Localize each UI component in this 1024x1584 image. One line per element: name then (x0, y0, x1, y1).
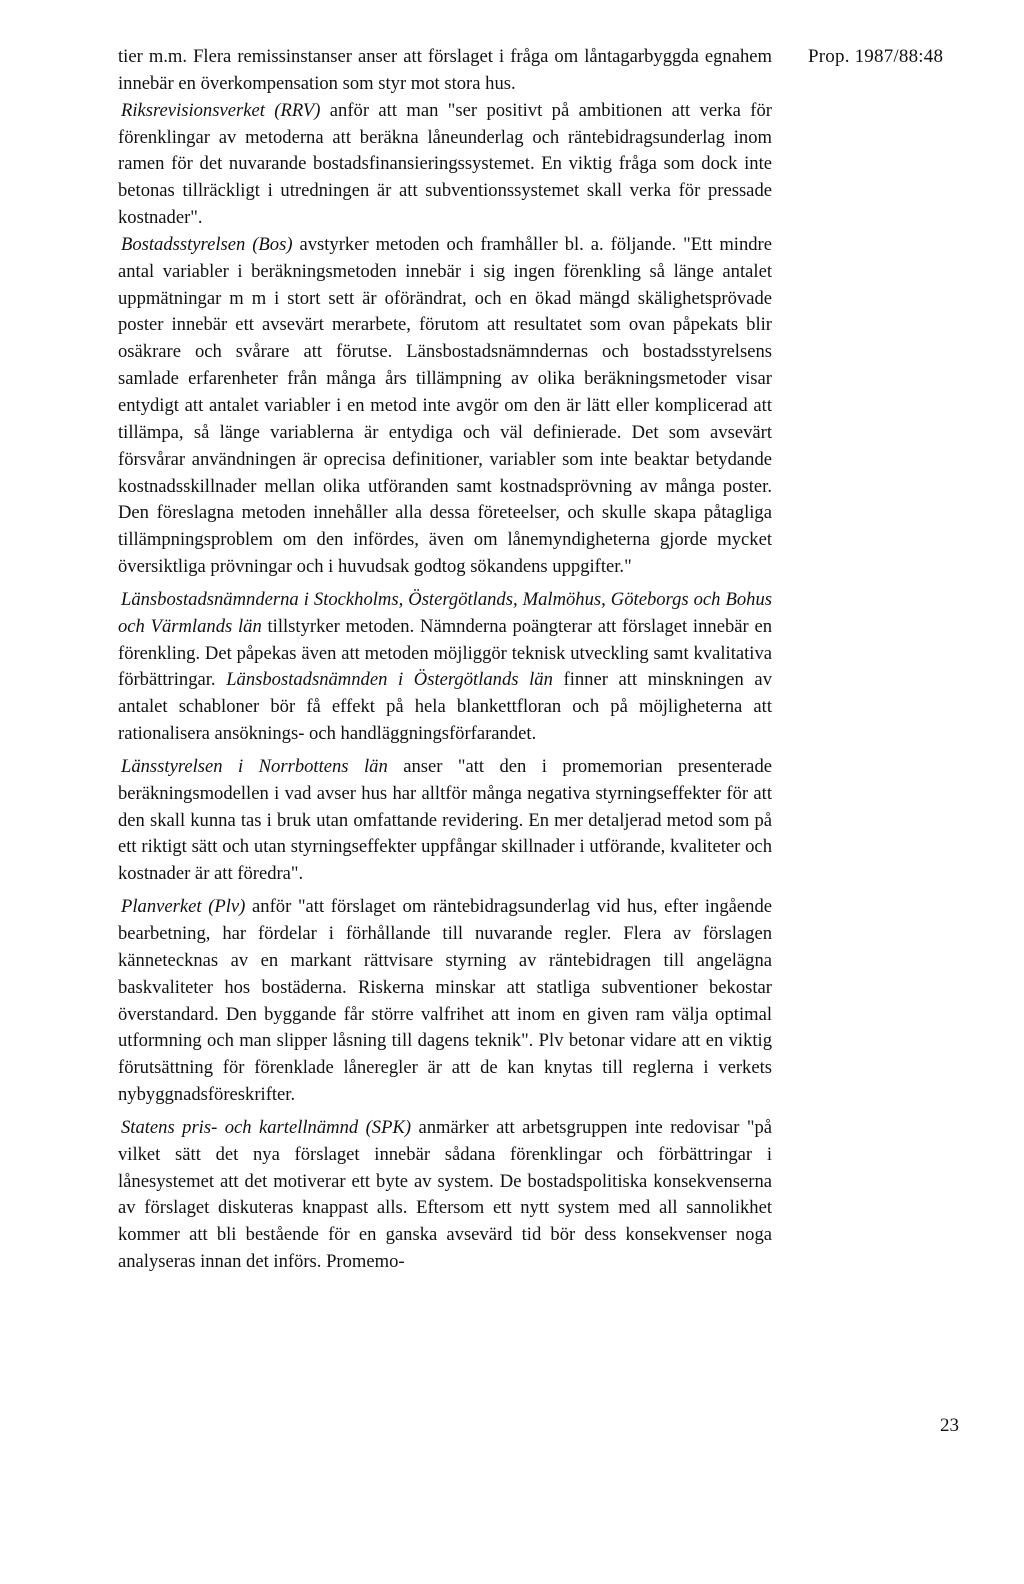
paragraph-planverket (118, 894, 772, 1109)
paragraph-text: anser "att den i promemorian presenterade beräkningsmodellen i vad avser hus har alltför många negativa styrningseffekter för att den skall kunna tas i bruk utan omfattande revidering. En mer detaljerad metod som på ett riktigt sätt och utan styrningseffekter uppfångar skillnader i utförande, kvaliteter och kostnader är att föredra". (118, 755, 772, 885)
paragraph-text: anför "att förslaget om räntebidragsunderlag vid hus, efter ingående bearbetning, har fördelar i förhållande till nuvarande regler. Flera av förslagen kännetecknas av en markant rättvisare styrning av räntebidragen till angelägna baskvaliteter hos bostäderna. Riskerna minskar att statliga subventioner bekostar överstandard. Den byggande får större valfrihet att inom en given ram välja optimal utformning och man slipper låsning till dagens teknik". Plv betonar vidare att en viktig förutsättning för förenklade låneregler är att de kan knytas till reglerna i verkets nybyggnadsföreskrifter. (118, 896, 773, 1106)
organization-name: Länsstyrelsen i Norrbottens län (121, 755, 388, 777)
paragraph-text: finner att minskningen av antalet schabloner bör få effekt på hela blankettfloran och på möjligheterna att rationalisera ansöknings- och handläggningsförfarandet. (118, 669, 772, 745)
organization-name: Riksrevisionsverket (RRV) (121, 99, 321, 121)
paragraph-norrbotten (118, 754, 772, 888)
paragraph-text: tillstyrker metoden. Nämnderna poängterar att förslaget innebär en förenkling. Det påpekas även att metoden möjliggör teknisk utveckling samt kvalitativa förbättringar. (118, 615, 772, 691)
paragraph-lansbostadsnamnderna (118, 587, 772, 748)
organization-name: Planverket (Plv) (121, 896, 246, 918)
paragraph-rrv (118, 98, 772, 232)
organization-name: Statens pris- och kartellnämnd (SPK) (121, 1116, 412, 1138)
paragraph-text: anför att man "ser positivt på ambitionen att verka för förenklingar av metoderna att beräkna låneunderlag och räntebidragsunderlag inom ramen för det nuvarande bostadsfinansieringssystemet. En viktig fråga som dock inte betonas tillräckligt i utredningen är att subventionssystemet skall verka för pressade kostnader". (118, 99, 772, 229)
page-number: 23 (940, 1415, 959, 1436)
paragraph-text: anmärker att arbetsgruppen inte redovisar "på vilket sätt det nya förslaget innebär sådana förenklingar och förbättringar i lånesystemet att det motiverar ett byte av system. De bostadspolitiska konsekvenserna av förslaget diskuteras knappast alls. Eftersom ett nytt system med all sannolikhet kommer att bli bestående för en ganska avsevärd tid bör dess konsekvenser noga analyseras innan det införs. Promemo- (118, 1116, 773, 1273)
paragraph-spk (118, 1115, 772, 1276)
organization-name: Länsbostadsnämnden i Östergötlands län (226, 669, 553, 691)
paragraph-bos (118, 232, 772, 581)
organization-name: Länsbostadsnämnderna i Stockholms, Östergötlands, Malmöhus, Göteborgs och Bohus och Värmlands län (118, 588, 772, 637)
paragraph-text: avstyrker metoden och framhåller bl. a. följande. "Ett mindre antal variabler i beräkningsmetoden innebär i sig ingen förenkling så länge antalet uppmätningar m m i stort sett är oförändrat, och en ökad mängd skälighetsprövade poster innebär ett avsevärt merarbete, förutom att resultatet som ovan påpekats blir osäkrare och svårare att förutse. Länsbostadsnämndernas och bostadsstyrelsens samlade erfarenheter från många års tillämpning av olika beräkningsmetoder visar entydigt att antalet variabler i en metod inte avgör om den är lätt eller komplicerad att tillämpa, så länge variablerna är entydiga och väl definierade. Det som avsevärt försvårar användningen är oprecisa definitioner, variabler som inte beaktar betydande kostnadsskillnader mellan olika utföranden samt kostnadsprövning av många poster. Den föreslagna metoden innehåller alla dessa företeelser, och skulle skapa påtagliga tillämpningsproblem om den infördes, även om lånemyndigheterna gjorde mycket översiktliga prövningar och i huvudsak godtog sökandens uppgifter." (118, 233, 773, 578)
paragraph-intro: tier m.m. Flera remissinstanser anser att förslaget i fråga om låntagarbyggda egnahem innebär en överkompensation som styr mot stora hus. (118, 46, 772, 94)
prop-reference: Prop. 1987/88:48 (808, 46, 944, 67)
document-body (118, 44, 772, 1276)
organization-name: Bostadsstyrelsen (Bos) (121, 233, 293, 255)
